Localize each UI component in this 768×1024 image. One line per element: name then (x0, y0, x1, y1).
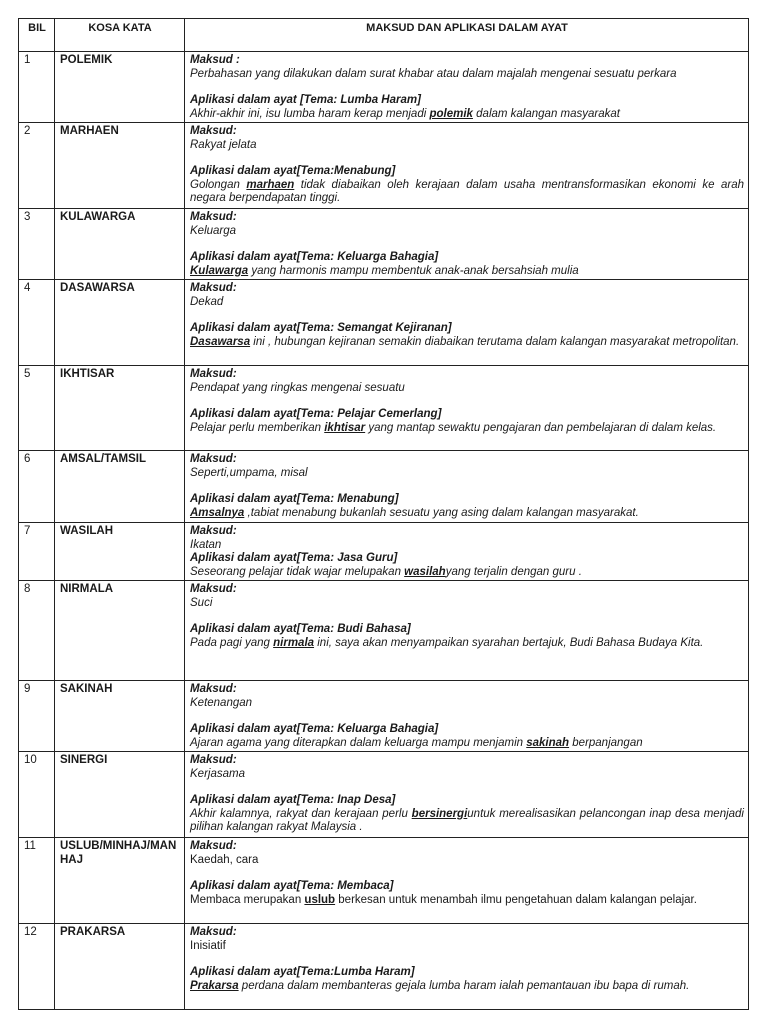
maksud-text: Seperti,umpama, misal (190, 466, 308, 479)
example-sentence (190, 808, 744, 835)
vocabulary-document (18, 18, 748, 1010)
aplikasi-label: Aplikasi dalam ayat [Tema: Lumba Haram] (190, 94, 421, 106)
header-maksud: MAKSUD DAN APLIKASI DALAM AYAT (185, 19, 749, 52)
row-number: 7 (19, 523, 55, 581)
sentence-prefix: Akhir kalamnya, rakyat dan kerajaan perlu (190, 807, 412, 820)
kosa-kata-word: WASILAH (55, 523, 185, 581)
vocabulary-table (18, 18, 749, 1010)
example-sentence (190, 422, 744, 436)
spacer (190, 867, 744, 880)
maksud-label: Maksud : (190, 54, 240, 66)
keyword: wasilah (404, 565, 446, 578)
maksud-label: Maksud: (190, 583, 237, 595)
maksud-cell (185, 451, 749, 523)
sentence-prefix: Akhir-akhir ini, isu lumba haram kerap menjadi (190, 107, 430, 120)
spacer (190, 610, 744, 623)
maksud-text: Kerjasama (190, 767, 245, 780)
sentence-prefix: Pelajar perlu memberikan (190, 421, 325, 434)
sentence-suffix: yang harmonis mampu membentuk anak-anak bersahsiah mulia (248, 264, 579, 277)
maksud-text: Dekad (190, 295, 224, 308)
row-number: 10 (19, 752, 55, 838)
maksud-label: Maksud: (190, 754, 237, 766)
sentence-suffix: untuk merealisasikan pelancongan inap desa menjadi pilihan kalangan rakyat Malaysia . (190, 807, 744, 833)
spacer (190, 309, 744, 322)
aplikasi-label: Aplikasi dalam ayat[Tema: Semangat Kejiranan] (190, 322, 452, 334)
sentence-suffix: ,tabiat menabung bukanlah sesuatu yang asing dalam kalangan masyarakat. (244, 506, 639, 519)
aplikasi-label: Aplikasi dalam ayat[Tema: Keluarga Bahagia] (190, 723, 439, 735)
table-row (19, 280, 749, 366)
table-row (19, 366, 749, 451)
table-row (19, 209, 749, 280)
example-sentence (190, 179, 744, 206)
row-number: 3 (19, 209, 55, 280)
row-number: 8 (19, 581, 55, 681)
kosa-kata-word: MARHAEN (55, 123, 185, 209)
maksud-cell (185, 523, 749, 581)
keyword: Amsalnya (190, 506, 245, 519)
table-row (19, 52, 749, 123)
maksud-text: Ikatan (190, 538, 222, 551)
maksud-cell (185, 52, 749, 123)
maksud-text: Kaedah, cara (190, 853, 259, 866)
maksud-text: Rakyat jelata (190, 138, 257, 151)
aplikasi-label: Aplikasi dalam ayat[Tema: Inap Desa] (190, 794, 396, 806)
maksud-cell (185, 209, 749, 280)
example-sentence (190, 980, 744, 994)
keyword: bersinergi (411, 807, 468, 820)
sentence-prefix: Pada pagi yang (190, 636, 274, 649)
maksud-label: Maksud: (190, 840, 237, 852)
example-sentence (190, 507, 744, 521)
maksud-cell (185, 280, 749, 366)
sentence-suffix: yang mantap sewaktu pengajaran dan pembelajaran di dalam kelas. (365, 421, 717, 434)
header-kosa-kata: KOSA KATA (55, 19, 185, 52)
maksud-cell (185, 681, 749, 752)
sentence-prefix: Seseorang pelajar tidak wajar melupakan (190, 565, 405, 578)
spacer (190, 710, 744, 723)
sentence-suffix: yang terjalin dengan guru . (445, 565, 582, 578)
example-sentence (190, 108, 744, 122)
maksud-cell (185, 924, 749, 1010)
row-number: 6 (19, 451, 55, 523)
example-sentence (190, 566, 744, 580)
kosa-kata-word: AMSAL/TAMSIL (55, 451, 185, 523)
maksud-text: Suci (190, 596, 213, 609)
example-sentence (190, 894, 744, 908)
spacer (190, 238, 744, 251)
aplikasi-label: Aplikasi dalam ayat[Tema:Lumba Haram] (190, 966, 415, 978)
keyword: marhaen (246, 178, 295, 191)
keyword: sakinah (526, 736, 570, 749)
maksud-label: Maksud: (190, 125, 237, 137)
kosa-kata-word: DASAWARSA (55, 280, 185, 366)
maksud-label: Maksud: (190, 525, 237, 537)
row-number: 9 (19, 681, 55, 752)
keyword: ikhtisar (324, 421, 366, 434)
maksud-cell (185, 838, 749, 924)
maksud-label: Maksud: (190, 683, 237, 695)
aplikasi-label: Aplikasi dalam ayat[Tema: Menabung] (190, 493, 399, 505)
table-row (19, 523, 749, 581)
row-number: 1 (19, 52, 55, 123)
spacer (190, 395, 744, 408)
row-number: 5 (19, 366, 55, 451)
example-sentence (190, 336, 744, 350)
table-header-row (19, 19, 749, 52)
maksud-cell (185, 366, 749, 451)
keyword: Dasawarsa (190, 335, 251, 348)
kosa-kata-word: SAKINAH (55, 681, 185, 752)
table-row (19, 924, 749, 1010)
sentence-prefix: Ajaran agama yang diterapkan dalam keluarga mampu menjamin (190, 736, 527, 749)
header-bil: BIL (19, 19, 55, 52)
maksud-cell (185, 581, 749, 681)
spacer (190, 781, 744, 794)
sentence-prefix: Membaca merupakan (190, 893, 305, 906)
sentence-suffix: ini , hubungan kejiranan semakin diabaikan terutama dalam kalangan masyarakat metropolitan. (250, 335, 740, 348)
maksud-text: Pendapat yang ringkas mengenai sesuatu (190, 381, 405, 394)
kosa-kata-word: SINERGI (55, 752, 185, 838)
maksud-text: Perbahasan yang dilakukan dalam surat khabar atau dalam majalah mengenai sesuatu perkara (190, 67, 677, 80)
row-number: 12 (19, 924, 55, 1010)
table-row (19, 451, 749, 523)
maksud-label: Maksud: (190, 282, 237, 294)
table-row (19, 838, 749, 924)
sentence-suffix: ini, saya akan menyampaikan syarahan bertajuk, Budi Bahasa Budaya Kita. (314, 636, 704, 649)
sentence-suffix: berpanjangan (569, 736, 643, 749)
sentence-suffix: berkesan untuk menambah ilmu pengetahuan dalam kalangan pelajar. (335, 893, 697, 906)
keyword: uslub (304, 893, 336, 906)
aplikasi-label: Aplikasi dalam ayat[Tema: Keluarga Bahagia] (190, 251, 439, 263)
aplikasi-label: Aplikasi dalam ayat[Tema: Membaca] (190, 880, 394, 892)
kosa-kata-word: KULAWARGA (55, 209, 185, 280)
spacer (190, 953, 744, 966)
aplikasi-label: Aplikasi dalam ayat[Tema: Jasa Guru] (190, 552, 398, 564)
example-sentence (190, 637, 744, 651)
maksud-label: Maksud: (190, 368, 237, 380)
keyword: nirmala (273, 636, 315, 649)
sentence-suffix: perdana dalam membanteras gejala lumba haram ialah pemantauan ibu bapa di rumah. (238, 979, 690, 992)
sentence-suffix: tidak diabaikan oleh kerajaan dalam usaha mentransformasikan ekonomi ke arah negara berpendapatan tinggi. (190, 178, 744, 204)
example-sentence (190, 265, 744, 279)
table-row (19, 752, 749, 838)
row-number: 4 (19, 280, 55, 366)
row-number: 2 (19, 123, 55, 209)
maksud-label: Maksud: (190, 453, 237, 465)
keyword: Prakarsa (190, 979, 239, 992)
sentence-suffix: dalam kalangan masyarakat (472, 107, 620, 120)
aplikasi-label: Aplikasi dalam ayat[Tema: Pelajar Cemerlang] (190, 408, 442, 420)
kosa-kata-word: IKHTISAR (55, 366, 185, 451)
maksud-label: Maksud: (190, 926, 237, 938)
maksud-cell (185, 752, 749, 838)
example-sentence (190, 737, 744, 751)
kosa-kata-word: USLUB/MINHAJ/MANHAJ (55, 838, 185, 924)
sentence-prefix: Golongan (190, 178, 247, 191)
maksud-label: Maksud: (190, 211, 237, 223)
spacer (190, 81, 744, 94)
kosa-kata-word: PRAKARSA (55, 924, 185, 1010)
maksud-text: Inisiatif (190, 939, 226, 952)
maksud-text: Keluarga (190, 224, 237, 237)
spacer (190, 152, 744, 165)
kosa-kata-word: NIRMALA (55, 581, 185, 681)
keyword: polemik (429, 107, 473, 120)
keyword: Kulawarga (190, 264, 249, 277)
table-row (19, 123, 749, 209)
table-row (19, 581, 749, 681)
kosa-kata-word: POLEMIK (55, 52, 185, 123)
aplikasi-label: Aplikasi dalam ayat[Tema:Menabung] (190, 165, 396, 177)
maksud-cell (185, 123, 749, 209)
aplikasi-label: Aplikasi dalam ayat[Tema: Budi Bahasa] (190, 623, 411, 635)
row-number: 11 (19, 838, 55, 924)
table-row (19, 681, 749, 752)
spacer (190, 480, 744, 493)
maksud-text: Ketenangan (190, 696, 253, 709)
